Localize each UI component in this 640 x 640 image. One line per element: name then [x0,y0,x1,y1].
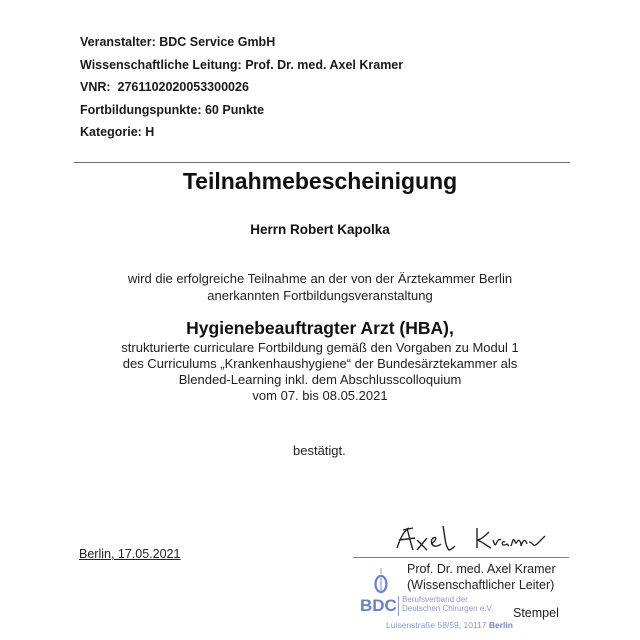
confirmation-text: bestätigt. [293,443,346,458]
course-line: Blended-Learning inkl. dem Abschlusscolloquium [178,372,462,387]
organizer: Veranstalter: BDC Service GmbH [80,35,276,49]
stamp-street: Luisenstraße 58/59, 10117 [386,620,487,630]
signature-line [353,557,569,558]
stamp-city: Berlin [488,620,513,630]
document-title: Teilnahmebescheinigung [182,168,458,194]
course-name: Hygienebeauftragter Arzt (HBA), [186,318,454,338]
scientific-lead: Wissenschaftliche Leitung: Prof. Dr. med. Axel Kramer [80,57,404,72]
stamp-abbreviation: BDC [360,596,397,615]
category: Kategorie: H [80,125,155,139]
course-line: strukturierte curriculare Fortbildung gemäß den Vorgaben zu Modul 1 [121,340,519,355]
signer-name: Prof. Dr. med. Axel Kramer [407,562,556,576]
bdc-logo-icon [374,568,388,596]
handwritten-signature [393,522,553,558]
stamp-org-line: Deutschen Chirurgen e.V. [402,604,494,613]
course-line: des Curriculums „Krankenhaushygiene“ der Bundesärztekammer als [122,356,518,371]
course-description [0,340,640,404]
place-date: Berlin, 17.05.2021 [79,547,181,561]
divider [74,162,570,163]
organization-stamp [360,568,520,636]
intro-line: wird die erfolgreiche Teilnahme an der von der Ärztekammer Berlin [127,271,513,286]
intro-text [0,270,640,304]
cme-points: Fortbildungspunkte: 60 Punkte [80,102,265,117]
recipient-name: Herrn Robert Kapolka [250,222,390,237]
stamp-label: Stempel [513,606,559,620]
stamp-address [386,620,513,630]
signer-role: (Wissenschaftlicher Leiter) [407,578,555,592]
vnr: VNR: 2761102020053300026 [80,80,249,94]
stamp-org-line: Berufsverband der [402,595,468,604]
stamp-divider [398,596,399,616]
stamp-organization [402,595,493,613]
course-dates: vom 07. bis 08.05.2021 [252,388,388,403]
intro-line: anerkannten Fortbildungsveranstaltung [207,288,433,303]
header-info [80,31,403,144]
